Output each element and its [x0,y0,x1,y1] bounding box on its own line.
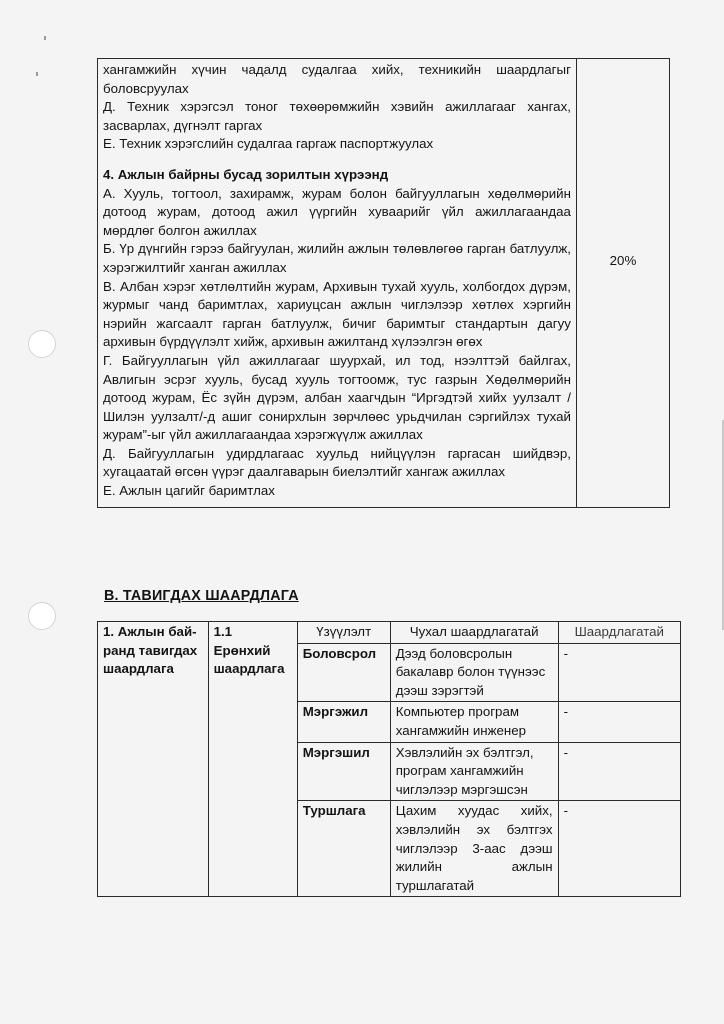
scan-mark [44,36,46,40]
duty-item: Г. Байгууллагын үйл ажиллагааг шуурхай, ил тод, нээлттэй байлгах, Авлигын эсрэг хууль, бусад хууль тогтоомж, тус газрын Хөдөлмөрийн дотоод журам, Ёс зүйн дүрэм, албан хаагчдын “Иргэдтэй хийх уулзалт /Шилэн уулзалт/-д ашиг сонирхлын зөрчлөөс урьдчилан сэргийлэх тухай журам”-ыг үйл ажиллагаандаа хэрэгжүүлж ажиллах [103,352,571,443]
punch-hole [28,602,56,630]
essential-cell: Цахим хуудас хийх, хэвлэлийн эх бэлтгэх чиглэлээр 3-аас дээш жилийн ажлын туршлагатай [390,801,558,897]
scan-mark [36,72,38,76]
duty-item: Б. Үр дүнгийн гэрээ байгуулан, жилийн ажлын төлөвлөгөө гарган батлуулж, хэрэгжилтийг ханган ажиллах [103,241,571,275]
duties-table [97,58,670,508]
section-heading: В. ТАВИГДАХ ШААРДЛАГА [104,588,299,604]
required-cell: - [558,643,680,702]
duty-item: А. Хууль, тогтоол, захирамж, журам болон байгууллагын хөдөлмөрийн дотоод журам, дотоод ажил үүргийн хуваарийг үйл ажиллагаандаа мөрдлөг болгон ажиллах [103,185,571,238]
duty-paragraph: Д. Техник хэрэгсэл тоног төхөөрөмжийн хэвийн ажиллагааг хангах, засварлах, дүгнэлт гаргах [103,99,571,133]
punch-hole [28,330,56,358]
indicator-cell: Боловсрол [297,643,390,702]
percent-value: 20% [609,252,637,268]
header-essential: Чухал шаардлагатай [390,622,558,644]
row-label: 1. Ажлын бай-ранд тавигдах шаардлага [103,624,198,677]
required-cell: - [558,801,680,897]
group-label: 1.1 Ерөнхий шаардлага [213,624,285,677]
header-indicator: Үзүүлэлт [297,622,390,644]
indicator-cell: Мэргэшил [297,742,390,801]
percent-cell [576,59,669,508]
section-title: 4. Ажлын байрны бусад зорилтын хүрээнд [103,166,389,182]
table-header-row [98,622,681,644]
duty-item: В. Албан хэрэг хөтлөлтийн журам, Архивын тухай хууль, холбогдох дүрэм, журмыг чанд баримтлах, хариуцсан ажлын чиглэлээр хөтлөх хэргийн нэрийн жагсаалт гарган батлуулж, бичиг баримтыг стандартын дагуу архивын бүрдүүлэлт хийж, архивын ажилтанд хүлээлгэн өгөх [103,278,571,350]
required-cell: - [558,702,680,742]
duty-paragraph: хангамжийн хүчин чадалд судалгаа хийх, техникийн шаардлагыг боловсруулах [103,62,571,96]
duty-paragraph: Е. Техник хэрэгслийн судалгаа гаргаж паспортжуулах [103,136,434,152]
group-label-cell [208,622,297,897]
essential-cell: Хэвлэлийн эх бэлтгэл, програм хангамжийн чиглэлээр мэргэшсэн [390,742,558,801]
row-label-cell [98,622,209,897]
essential-cell: Компьютер програм хангамжийн инженер [390,702,558,742]
indicator-cell: Туршлага [297,801,390,897]
header-required: Шаардлагатай [558,622,680,644]
essential-cell: Дээд боловсролын бакалавр болон түүнээс дээш зэрэгтэй [390,643,558,702]
duty-item: Д. Байгууллагын удирдлагаас хуульд нийцүүлэн гаргасан шийдвэр, хугацаатай өгсөн үүрэг даалгаварын биелэлтийг хангаж ажиллах [103,445,571,480]
indicator-cell: Мэргэжил [297,702,390,742]
duty-item: Е. Ажлын цагийг баримтлах [103,483,275,499]
requirements-table [97,621,681,897]
required-cell: - [558,742,680,801]
duties-cell [98,59,577,508]
